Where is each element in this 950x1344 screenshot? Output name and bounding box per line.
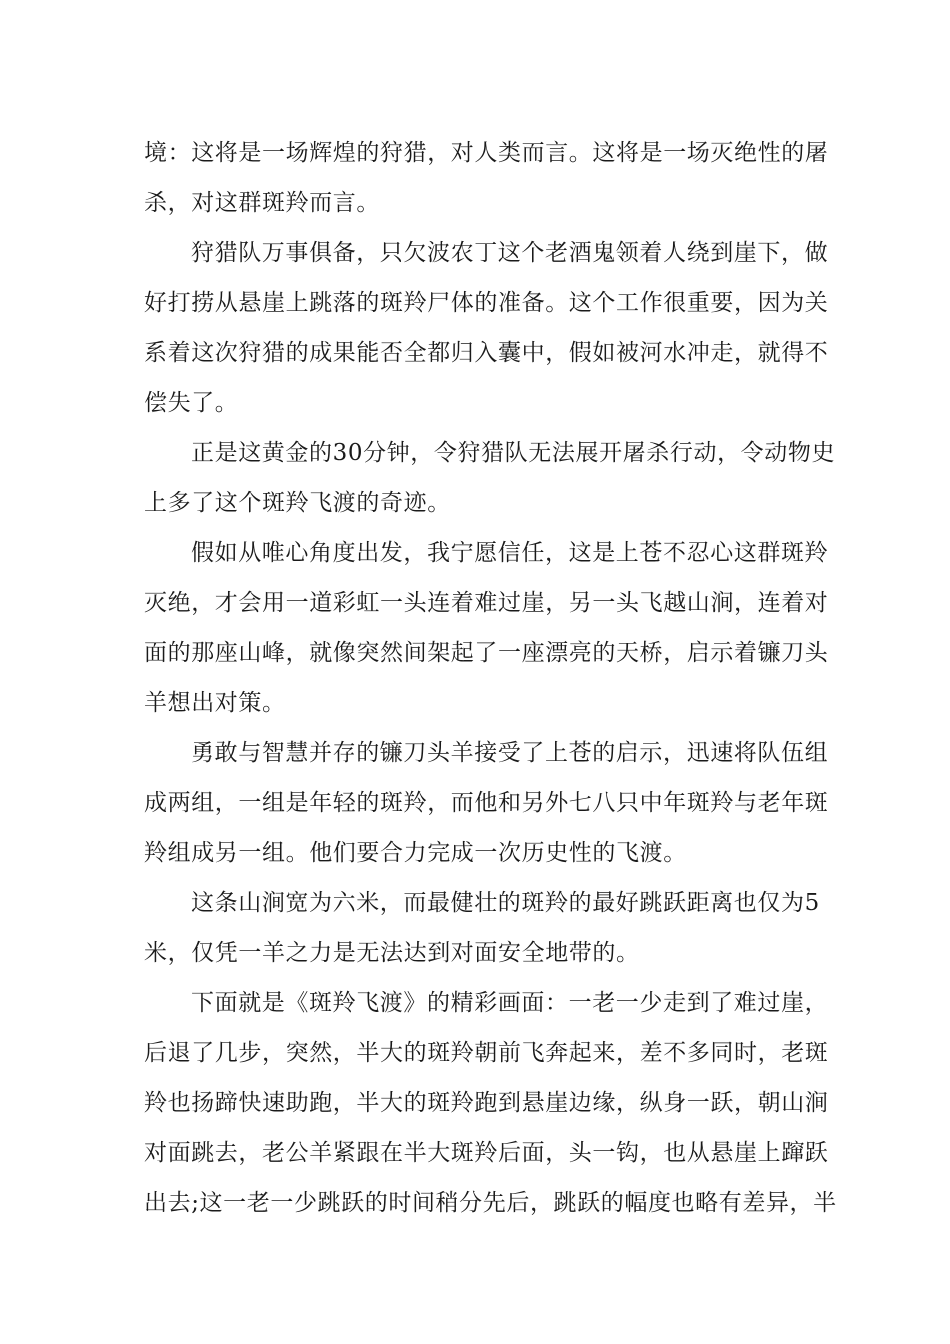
paragraph-6 xyxy=(144,878,820,978)
text-line: 羊想出对策。 xyxy=(144,690,286,716)
paragraph-5 xyxy=(144,728,829,878)
text-line: 杀，对这群斑羚而言。 xyxy=(144,190,380,216)
text-line: 面的那座山峰，就像突然间架起了一座漂亮的天桥，启示着镰刀头 xyxy=(144,640,829,666)
text-line: 出去;这一老一少跳跃的时间稍分先后，跳跃的幅度也略有差异，半 xyxy=(144,1190,837,1216)
text-line: 灭绝，才会用一道彩虹一头连着难过崖，另一头飞越山涧，连着对 xyxy=(144,590,829,616)
document-body xyxy=(144,128,837,1228)
text-line: 好打捞从悬崖上跳落的斑羚尸体的准备。这个工作很重要，因为关 xyxy=(144,290,829,316)
text-line: 上多了这个斑羚飞渡的奇迹。 xyxy=(144,490,451,516)
text-line: 下面就是《斑羚飞渡》的精彩画面：一老一少走到了难过崖， xyxy=(191,990,829,1016)
paragraph-2 xyxy=(144,228,829,428)
text-line: 成两组，一组是年轻的斑羚，而他和另外七八只中年斑羚与老年斑 xyxy=(144,790,829,816)
paragraph-3 xyxy=(144,428,836,528)
text-line: 系着这次狩猎的成果能否全都归入囊中，假如被河水冲走，就得不 xyxy=(144,340,829,366)
paragraph-7 xyxy=(144,978,837,1228)
paragraph-4 xyxy=(144,528,829,728)
text-line: 偿失了。 xyxy=(144,390,239,416)
text-line: 后退了几步，突然，半大的斑羚朝前飞奔起来，差不多同时，老斑 xyxy=(144,1040,829,1066)
text-line: 对面跳去，老公羊紧跟在半大斑羚后面，头一钩，也从悬崖上蹿跃 xyxy=(144,1140,829,1166)
text-line: 境：这将是一场辉煌的狩猎，对人类而言。这将是一场灭绝性的屠 xyxy=(144,140,829,166)
text-line: 假如从唯心角度出发，我宁愿信任，这是上苍不忍心这群斑羚 xyxy=(191,540,829,566)
text-line: 正是这黄金的30分钟，令狩猎队无法展开屠杀行动，令动物史 xyxy=(191,440,836,466)
text-line: 羚组成另一组。他们要合力完成一次历史性的飞渡。 xyxy=(144,840,687,866)
paragraph-1 xyxy=(144,128,829,228)
text-line: 勇敢与智慧并存的镰刀头羊接受了上苍的启示，迅速将队伍组 xyxy=(191,740,829,766)
text-line: 狩猎队万事俱备，只欠波农丁这个老酒鬼领着人绕到崖下，做 xyxy=(191,240,829,266)
text-line: 羚也扬蹄快速助跑，半大的斑羚跑到悬崖边缘，纵身一跃，朝山涧 xyxy=(144,1090,829,1116)
text-line: 米，仅凭一羊之力是无法达到对面安全地带的。 xyxy=(144,940,640,966)
text-line: 这条山涧宽为六米，而最健壮的斑羚的最好跳跃距离也仅为5 xyxy=(191,890,820,916)
